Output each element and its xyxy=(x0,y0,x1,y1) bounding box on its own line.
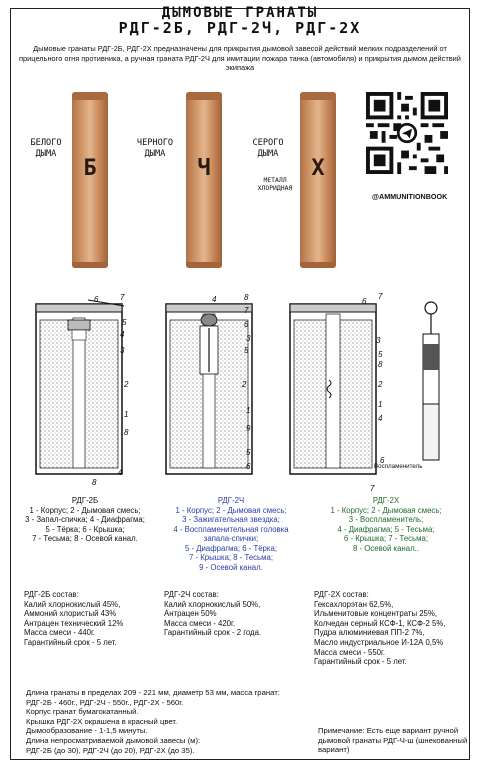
title-line-2: РДГ-2Б, РДГ-2Ч, РДГ-2Х xyxy=(118,19,362,37)
parts-ch-line: 5 - Диафрагма; 6 - Тёрка; xyxy=(185,543,277,553)
diagram-ch-callout: 2 xyxy=(242,380,247,389)
diagram-b-callout: 8 xyxy=(92,478,97,487)
spec-rdg-2ch xyxy=(164,590,304,638)
parts-rdg-2x xyxy=(306,496,466,553)
parts-b-line: 7 - Тесьма; 8 - Осевой канал. xyxy=(32,534,138,543)
diagram-b-callout: 4 xyxy=(118,468,123,477)
spec-rdg-2x xyxy=(314,590,464,667)
parts-ch-line: 7 - Крышка; 8 - Тесьма; xyxy=(188,553,273,562)
diagram-b-callout: 4 xyxy=(120,330,125,339)
grenade-x-sub-line1: МЕТАЛЛ xyxy=(263,176,287,184)
spec-ch-line: РДГ-2Ч состав: xyxy=(164,590,219,599)
diagram-ch-callout: 9 xyxy=(246,424,251,433)
diagram-x-callout: 7 xyxy=(378,292,383,301)
diagram-x-callout: 7 xyxy=(370,484,375,493)
general-info-line: РДГ-2Б - 460г., РДГ-2Ч - 550г., РДГ-2Х - 560г. xyxy=(26,697,184,707)
parts-x-line: 6 - Крышка; 7 - Тесьма; xyxy=(343,534,428,543)
note-line: дымовой гранаты РДГ-Ч-ш (шнекованный вариант) xyxy=(318,735,468,755)
diagram-b-callout: 6 xyxy=(94,295,99,304)
diagram-x-callout: 8 xyxy=(378,360,383,369)
igniter-drawing xyxy=(414,300,448,462)
page-title xyxy=(0,6,480,36)
parts-ch-line: 3 - Зажигательная звездка; xyxy=(182,515,280,524)
parts-ch-line: запала-спички; xyxy=(203,534,259,543)
spec-b-line: Калий хлорнокислый 45%, xyxy=(24,599,121,609)
diagram-ch-callout: 8 xyxy=(244,293,249,302)
parts-ch-line: 4 - Воспламенительная головка xyxy=(173,524,289,534)
parts-b-name: РДГ-2Б xyxy=(71,496,99,505)
diagram-rdg-2b xyxy=(28,290,146,495)
grenade-x-color-label xyxy=(246,138,290,160)
note-line: Примечание: Есть еще вариант ручной xyxy=(318,726,459,735)
spec-rdg-2b xyxy=(24,590,164,648)
general-info-line: Корпус гранат бумагокатанный. xyxy=(26,707,139,717)
parts-ch-line: 9 - Осевой канал. xyxy=(199,562,263,572)
parts-x-line: 8 - Осевой канал.. xyxy=(353,543,419,553)
diagram-ch-callout: 4 xyxy=(212,295,217,304)
grenade-x-letter: Х xyxy=(311,156,325,181)
parts-x-line: 4 - Диафрагма; 5 - Тесьма; xyxy=(337,524,435,534)
diagram-ch-callout: 1 xyxy=(246,406,251,415)
spec-b-line: Антрацен технический 12% xyxy=(24,618,124,628)
grenade-x-sub-label xyxy=(250,176,300,192)
diagram-x-callout: 6 xyxy=(380,456,385,465)
parts-b-line: 3 - Запал-спичка; 4 - Диафрагма; xyxy=(25,515,145,524)
spec-x-line: Масса смеси - 550г. xyxy=(314,647,386,657)
spec-x-line: Гексахлорэтан 62,5%, xyxy=(314,599,394,609)
grenade-b-letter: Б xyxy=(83,156,97,181)
diagram-b-callout: 1 xyxy=(124,410,129,419)
grenade-b-color-line1: БЕЛОГО xyxy=(30,138,62,148)
general-info-line: Длина гранаты в пределах 209 - 221 мм, диаметр 53 мм, масса гранат: xyxy=(26,688,280,697)
spec-x-line: Ильменитовые концентраты 25%, xyxy=(314,609,437,619)
diagram-ch-callout: 3 xyxy=(246,334,251,343)
diagram-ch-callout: 6 xyxy=(244,320,249,329)
spec-x-line: Масло индустриальное И-12А 0,5% xyxy=(314,637,444,647)
grenade-ch-color-label xyxy=(130,138,180,160)
grenade-x-sub-line2: ХЛОРИДНАЯ xyxy=(257,184,293,192)
spec-x-line: Гарантийный срок - 5 лет. xyxy=(314,657,407,667)
spec-x-line: Колчедан серный КСФ-1, КСФ-2 5%, xyxy=(314,618,446,628)
grenade-b-photo xyxy=(72,92,108,268)
grenade-x-color-line1: СЕРОГО xyxy=(252,138,284,148)
general-info-line: Крышка РДГ-2Х окрашена в красный цвет. xyxy=(26,716,178,726)
general-info-line: Длина непросматриваемой дымовой завесы (м): xyxy=(26,735,201,745)
general-info-line: Дымообразование - 1-1,5 минуты. xyxy=(26,726,148,736)
diagram-ch-callout: 5 xyxy=(246,448,251,457)
igniter-label: Воспламенитель xyxy=(374,463,423,470)
note xyxy=(318,726,480,755)
parts-x-line: 1 - Корпус; 2 - Дымовая смесь; xyxy=(330,505,442,515)
grenade-ch-color-line1: ЧЕРНОГО xyxy=(136,138,174,148)
general-info-line: РДГ-2Б (до 30), РДГ-2Ч (до 20), РДГ-2Х (до 35). xyxy=(26,745,195,755)
parts-ch-name: РДГ-2Ч xyxy=(217,496,245,505)
diagram-x-callout: 1 xyxy=(378,400,383,409)
parts-rdg-2b xyxy=(10,496,160,544)
parts-rdg-2ch xyxy=(156,496,306,572)
spec-b-line: РДГ-2Б состав: xyxy=(24,590,79,599)
grenade-ch-photo xyxy=(186,92,222,268)
diagram-b-callout: 5 xyxy=(122,318,127,327)
diagram-ch-callout: 6 xyxy=(246,462,251,471)
spec-ch-line: Гарантийный срок - 2 года. xyxy=(164,628,262,638)
intro-text: Дымовые гранаты РДГ-2Б, РДГ-2Х предназначены для прикрытия дымовой завесой действий мелких подразделений от прицельного огня противника, а ручная граната РДГ-2Ч для имитации пожара танка (автомобиля) и прикрытия дымом действий экипажа xyxy=(19,44,461,72)
diagram-ch-callout: 5 xyxy=(244,346,249,355)
grenade-x-color-line2: ДЫМА xyxy=(257,149,279,159)
parts-x-name: РДГ-2Х xyxy=(372,496,400,505)
parts-b-line: 1 - Корпус; 2 - Дымовая смесь; xyxy=(29,505,141,515)
parts-b-line: 5 - Тёрка; 6 - Крышка; xyxy=(45,524,125,534)
spec-ch-line: Масса смеси - 420г. xyxy=(164,618,236,628)
diagram-b-callout: 3 xyxy=(120,346,125,355)
spec-b-line: Масса смеси - 440г. xyxy=(24,628,96,638)
parts-ch-line: 1 - Корпус; 2 - Дымовая смесь; xyxy=(175,505,287,515)
diagram-b-callout: 8 xyxy=(124,428,129,437)
title-line-1: ДЫМОВЫЕ ГРАНАТЫ xyxy=(161,5,319,21)
spec-b-line: Аммоний хлористый 43% xyxy=(24,609,117,619)
spec-x-line: Пудра алюминиевая ПП-2 7%, xyxy=(314,628,425,638)
diagram-rdg-2ch xyxy=(160,290,278,495)
qr-handle-text: @AMMUNITIONBOOK xyxy=(372,192,448,201)
diagram-b-callout: 2 xyxy=(124,380,129,389)
grenade-x-photo xyxy=(300,92,336,268)
spec-ch-line: Антрацен 50% xyxy=(164,609,217,619)
grenade-b-color-label xyxy=(24,138,68,160)
grenade-ch-letter: Ч xyxy=(197,156,211,181)
general-info xyxy=(26,688,280,755)
diagram-x-callout: 4 xyxy=(378,414,383,423)
grenade-ch-color-line2: ДЫМА xyxy=(144,149,166,159)
diagram-x-callout: 3 xyxy=(376,336,381,345)
spec-b-line: Гарантийный срок - 5 лет. xyxy=(24,637,117,647)
qr-code[interactable] xyxy=(366,92,448,174)
diagram-x-callout: 5 xyxy=(378,350,383,359)
diagram-ch-callout: 7 xyxy=(244,306,249,315)
diagram-b-callout: 7 xyxy=(120,293,125,302)
parts-x-line: 3 - Воспламенитель; xyxy=(348,515,424,524)
spec-x-line: РДГ-2Х состав: xyxy=(314,590,369,599)
diagram-x-callout: 6 xyxy=(362,297,367,306)
spec-ch-line: Калий хлорнокислый 50%, xyxy=(164,599,261,609)
diagram-x-callout: 2 xyxy=(378,380,383,389)
grenade-b-color-line2: ДЫМА xyxy=(35,149,57,159)
